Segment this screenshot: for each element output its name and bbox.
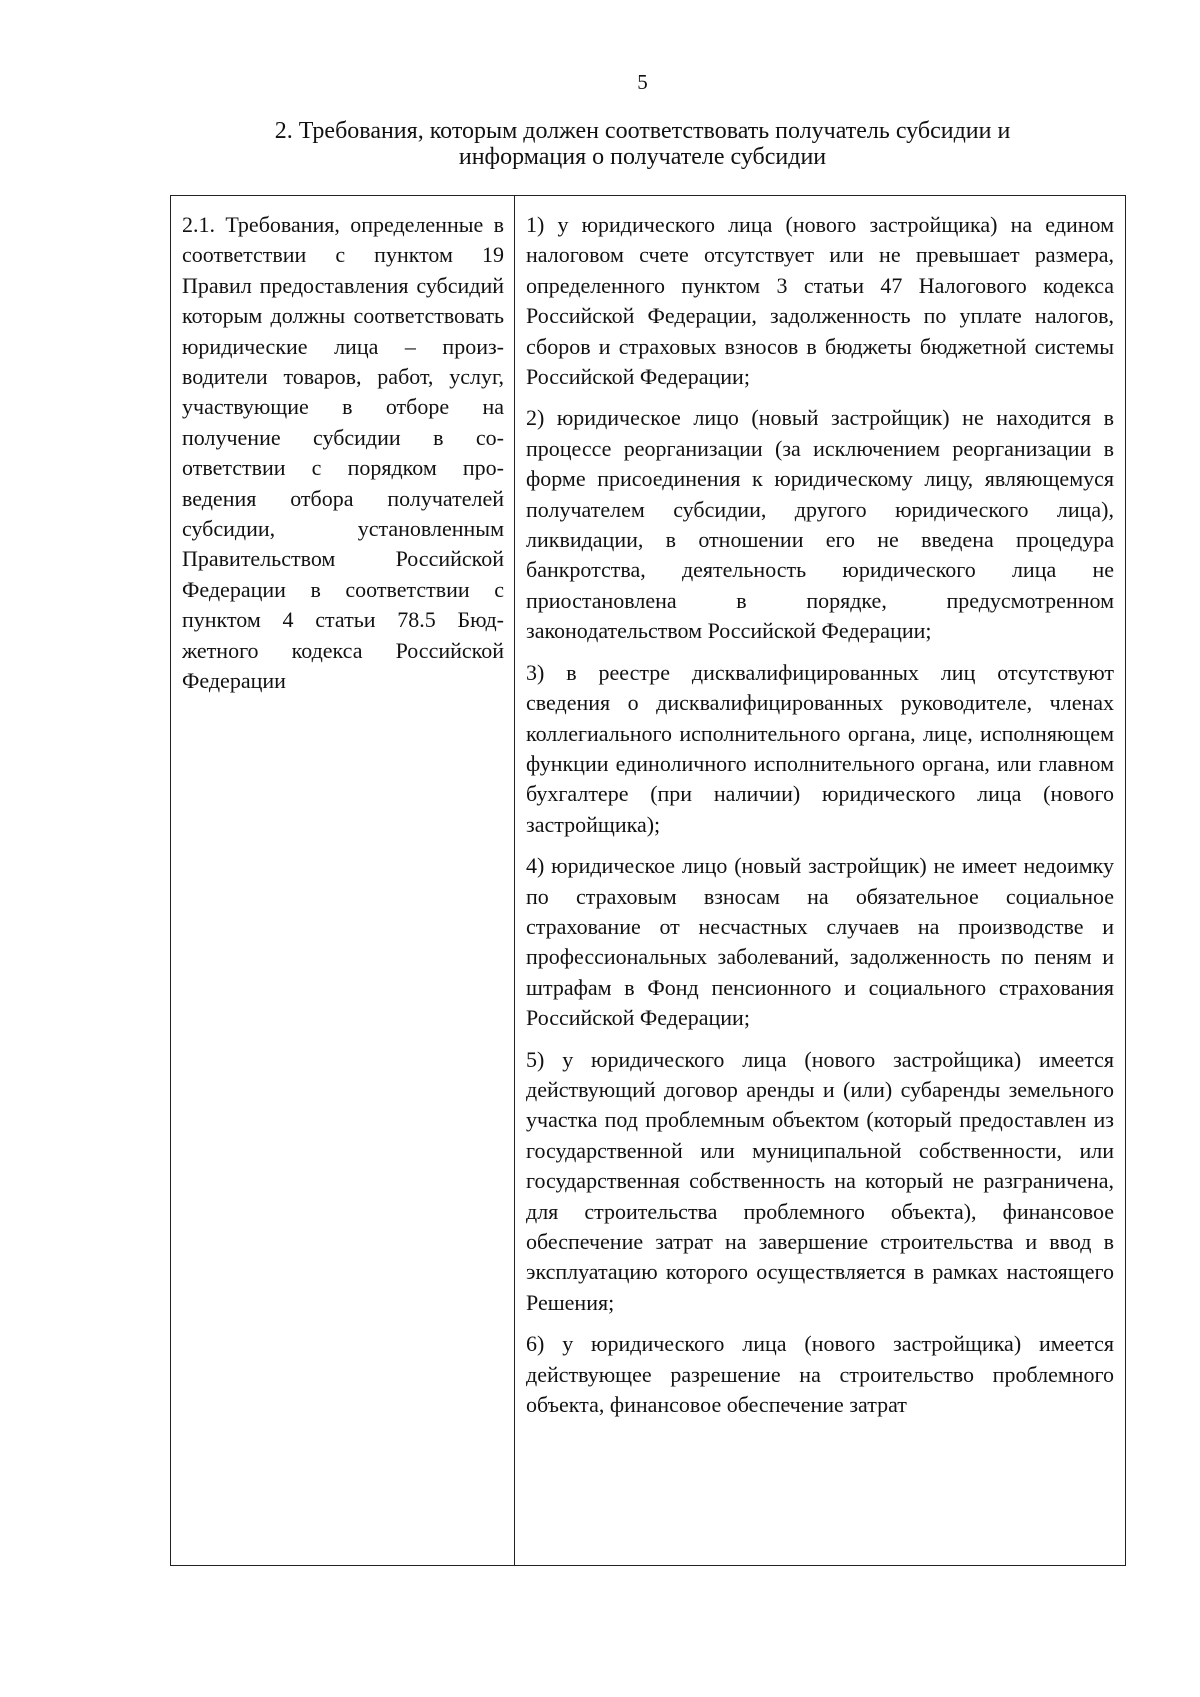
requirements-table [170,195,1126,1566]
section-heading-line-2: информация о получателе субсидии [458,144,827,170]
requirement-item-4: 4) юридическое лицо (новый застройщик) не имеет недоимку по страховым взносам на обязательное социальное страхование от несчастных случаев на производстве и профессиональных заболеваний, задолженность по пеням и штрафам в Фонд пенсионного и социального страхования Российской Федерации; [526,853,1114,1031]
requirement-item-5: 5) у юридического лица (нового застройщика) имеется действующий договор аренды и (или) субаренды земельного участка под проблемным объектом (который предоставлен из государственной или муниципальной собственности, или государственная собственность на который не разграничена, для строительства проблемного объекта), финансовое обеспечение затрат на завершение строительства и ввод в эксплуатацию которого осуществляется в рамках настоящего Решения; [526,1046,1114,1315]
requirement-item-6: 6) у юридического лица (нового застройщика) имеется действующее разрешение на строительство проблемного объекта, финансовое обеспечение затрат [526,1331,1114,1418]
section-heading-line-1: 2. Требования, которым должен соответствовать получатель субсидии и [274,118,1011,144]
page-number: 5 [637,70,648,94]
requirements-label-text: 2.1. Требования, определенные в соответствии с пунктом 19 Правил предоставления субсидий которым должны соответствовать юридические лица – производители товаров, работ, услуг, участвующие в отборе на получение субсидии в соответствии с порядком проведения отбора получателей субсидии, установленным Правительством Российской Федерации в соответствии с пунктом 4 статьи 78.5 Бюджетного кодекса Российской Федерации [182,212,504,694]
requirements-label-cell [171,196,515,1565]
requirement-item-3: 3) в реестре дисквалифицированных лиц отсутствуют сведения о дисквалифицированных руководителе, членах коллегиального исполнительного органа, лице, исполняющем функции единоличного исполнительного органа, или главном бухгалтере (при наличии) юридического лица (нового застройщика); [526,659,1114,837]
section-heading [170,118,1115,170]
requirement-item-2: 2) юридическое лицо (новый застройщик) не находится в процессе реорганизации (за исключением реорганизации в форме присоединения к юридическому лицу, являющемуся получателем субсидии, другого юридического лица), ликвидации, в отношении его не введена процедура банкротства, деятельность юридического лица не приостановлена в порядке, предусмотренном законодательством Российской Федерации; [526,405,1114,644]
requirements-list-cell [515,196,1125,1565]
requirement-item-1: 1) у юридического лица (нового застройщика) на едином налоговом счете отсутствует или не превышает размера, определенного пунктом 3 статьи 47 Налогового кодекса Российской Федерации, задолженность по уплате налогов, сборов и страховых взносов в бюджеты бюджетной системы Российской Федерации; [526,212,1114,390]
